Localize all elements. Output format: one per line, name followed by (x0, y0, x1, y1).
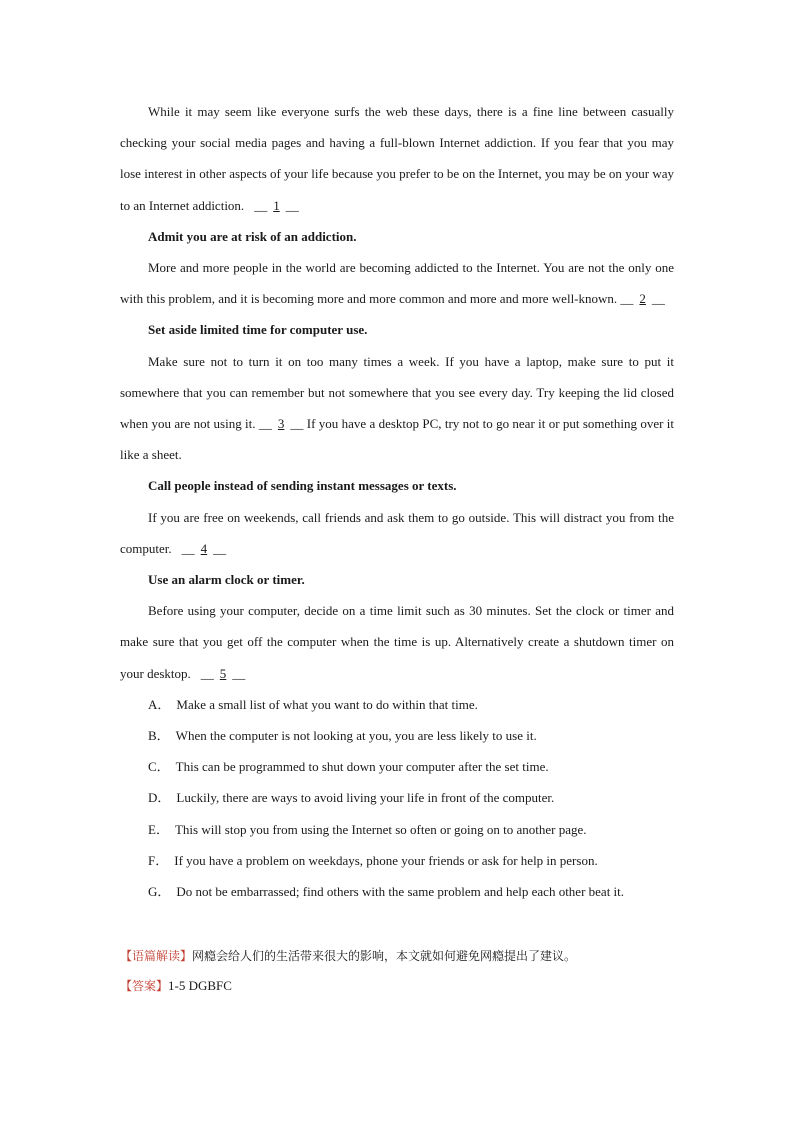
paragraph-3: If you are free on weekends, call friends and ask them to go outside. This will distract you from the computer. __ 4 __ (120, 509, 674, 556)
option-g: G． Do not be embarrassed; find others with the same problem and help each other beat it. (148, 884, 625, 900)
heading-2: Set aside limited time for computer use. (148, 322, 368, 338)
answer-tag: 【答案】 (120, 979, 169, 993)
blank-4: __ 4 __ (181, 540, 227, 556)
answer-text: 1-5 DGBFC (168, 978, 232, 993)
analysis-tag: 【语篇解读】 (120, 949, 193, 963)
paragraph-4: Before using your computer, decide on a time limit such as 30 minutes. Set the clock or timer and make sure that you get off the computer when the time is up. Alternatively create a shutdown timer on your desktop. __ 5 __ (120, 603, 674, 681)
blank-1: __ 1 __ (254, 197, 299, 213)
option-a: A． Make a small list of what you want to do within that time. (148, 696, 478, 712)
passage-body (120, 96, 674, 907)
option-f: F． If you have a problem on weekdays, phone your friends or ask for help in person. (148, 852, 598, 868)
analysis-text: 网瘾会给人们的生活带来很大的影响，本文就如何避免网瘾提出了建议。 (192, 949, 577, 963)
answer-key (120, 974, 720, 998)
paragraph-1: More and more people in the world are becoming addicted to the Internet. You are not the only one with this problem, and it is becoming more and more common and more and more well‑known. __ 2 __ (120, 260, 674, 307)
blank-5: __ 5 __ (200, 665, 246, 681)
option-c: C． This can be programmed to shut down your computer after the set time. (148, 759, 549, 775)
heading-3: Call people instead of sending instant messages or texts. (148, 478, 457, 494)
option-d: D． Luckily, there are ways to avoid living your life in front of the computer. (148, 790, 555, 806)
option-b: B． When the computer is not looking at you, you are less likely to use it. (148, 728, 537, 744)
passage-analysis (120, 944, 720, 968)
blank-2: __ 2 __ (617, 291, 665, 307)
option-e: E． This will stop you from using the Internet so often or going on to another page. (148, 821, 587, 837)
intro-text: While it may seem like everyone surfs the web these days, there is a fine line between casually checking your social media pages and having a full‑blown Internet addiction. If you fear that you may lose interest in other aspects of your life because you prefer to be on the Internet, you may be on your way to an Internet addiction. (120, 104, 674, 213)
blank-3: __ 3 __ (255, 416, 307, 432)
heading-1: Admit you are at risk of an addiction. (148, 228, 357, 244)
paragraph-2: Make sure not to turn it on too many times a week. If you have a laptop, make sure to put it somewhere that you can remember but not somewhere that you see every day. Try keeping the lid closed when you are not using it. __ 3 __ If you have a desktop PC, try not to go near it or put something over it like a sheet. (120, 353, 675, 463)
heading-4: Use an alarm clock or timer. (148, 572, 305, 588)
intro-paragraph (120, 96, 674, 221)
